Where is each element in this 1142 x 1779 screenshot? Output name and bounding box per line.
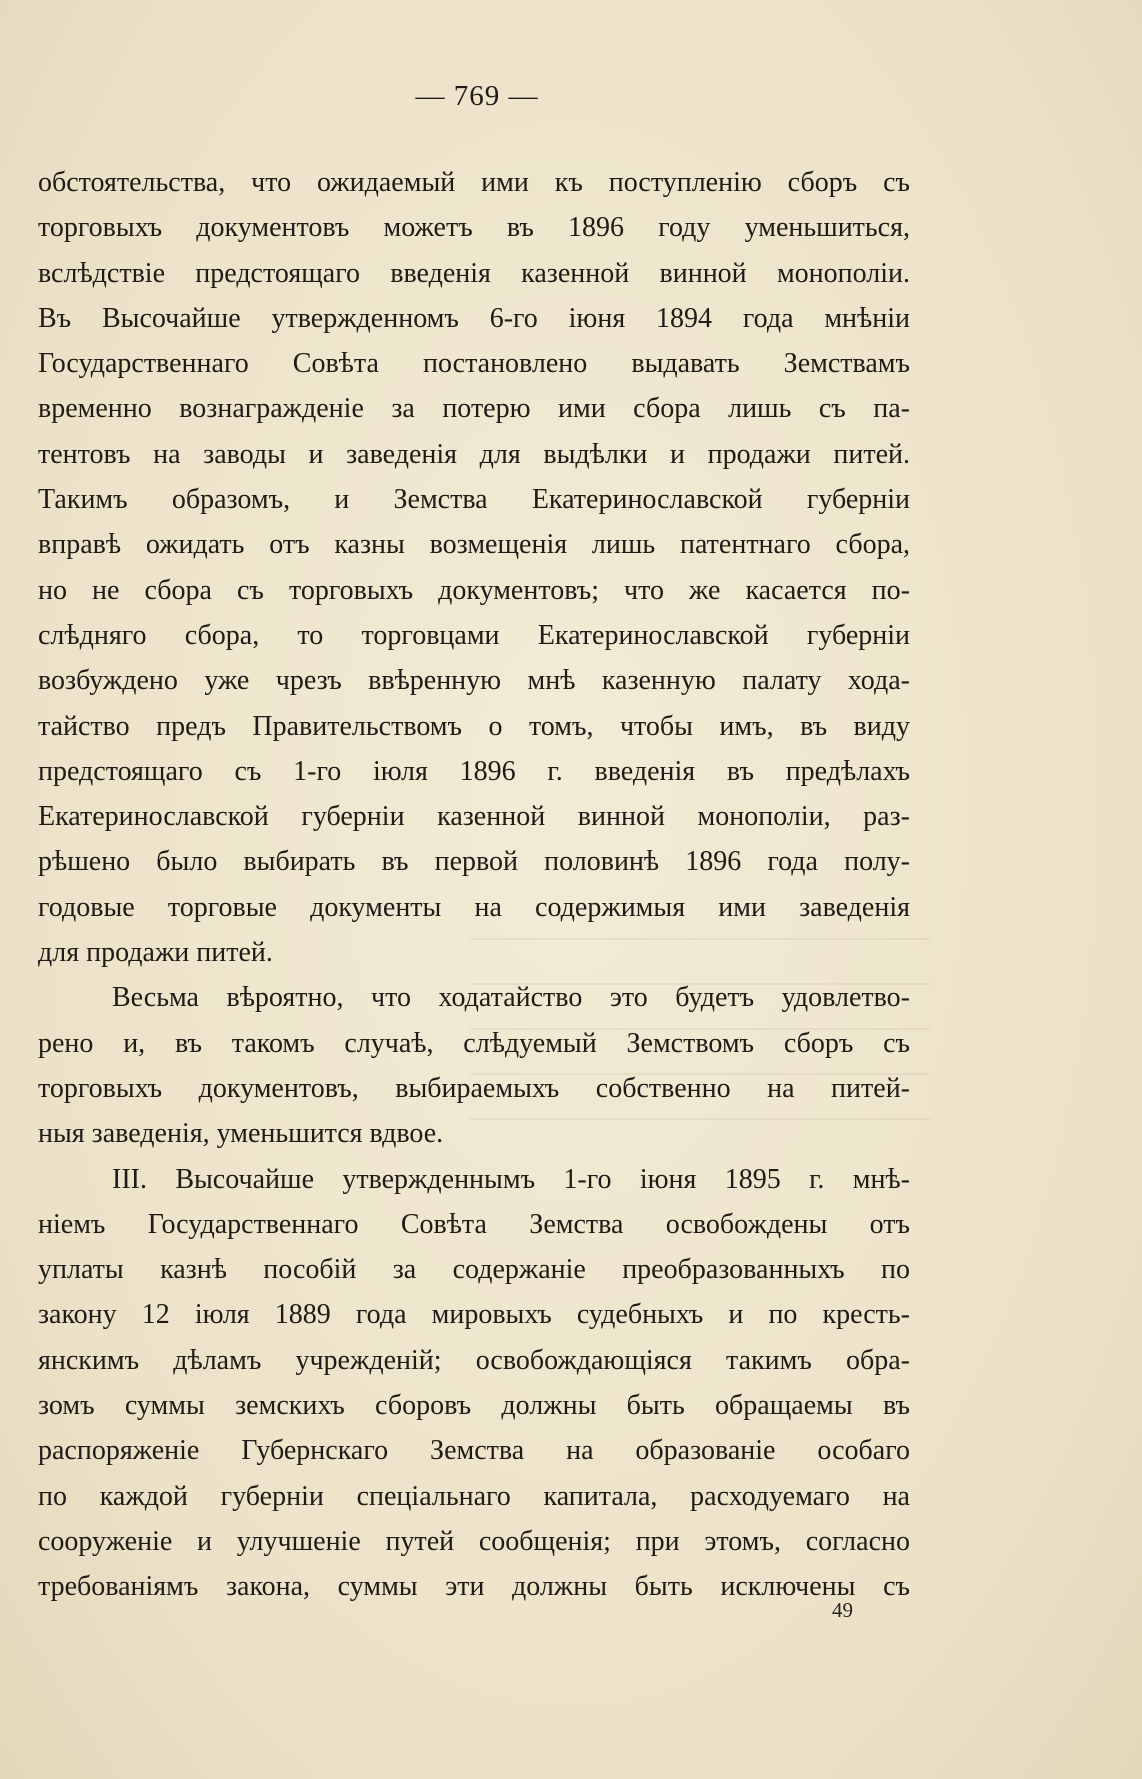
text-line: Такимъ образомъ, и Земства Екатеринославской губерніи xyxy=(38,484,910,516)
text-line: ніемъ Государственнаго Совѣта Земства освобождены отъ xyxy=(38,1208,910,1240)
text-line: годовые торговые документы на содержимыя ими заведенія xyxy=(38,891,910,923)
text-line: торговыхъ документовъ, выбираемыхъ собственно на питей- xyxy=(38,1072,910,1104)
text-line: временно вознагражденіе за потерю ими сбора лишь съ па- xyxy=(38,393,910,425)
text-line: слѣдняго сбора, то торговцами Екатеринославской губерніи xyxy=(38,619,910,651)
text-line: рено и, въ такомъ случаѣ, слѣдуемый Земствомъ сборъ съ xyxy=(38,1027,910,1059)
text-line: тентовъ на заводы и заведенія для выдѣлки и продажи питей. xyxy=(38,438,910,470)
signature-mark: 49 xyxy=(832,1598,853,1622)
text-line: Государственнаго Совѣта постановлено выдавать Земствамъ xyxy=(38,348,910,380)
text-line: ныя заведенія, уменьшится вдвое. xyxy=(38,1118,444,1150)
text-line: уплаты казнѣ пособій за содержаніе преобразованныхъ по xyxy=(38,1254,910,1286)
text-line: Екатеринославской губерніи казенной винной монополіи, раз- xyxy=(38,801,910,833)
text-line: предстоящаго съ 1-го іюля 1896 г. введенія въ предѣлахъ xyxy=(38,755,910,787)
text-line: янскимъ дѣламъ учрежденій; освобождающіяся такимъ обра- xyxy=(38,1344,910,1376)
text-line: но не сбора съ торговыхъ документовъ; что же касается по- xyxy=(38,574,910,606)
text-line: вслѣдствіе предстоящаго введенія казенной винной монополіи. xyxy=(38,257,910,289)
page-number: — 769 — xyxy=(415,80,539,112)
text-line: обстоятельства, что ожидаемый ими къ поступленію сборъ съ xyxy=(38,167,910,198)
text-line: III. Высочайше утвержденнымъ 1-го іюня 1895 г. мнѣ- xyxy=(112,1163,910,1195)
text-line: сооруженіе и улучшеніе путей сообщенія; при этомъ, согласно xyxy=(38,1525,910,1557)
text-line: Весьма вѣроятно, что ходатайство это будетъ удовлетво- xyxy=(112,982,910,1014)
text-line: закону 12 іюля 1889 года мировыхъ судебныхъ и по кресть- xyxy=(38,1299,910,1331)
text-line: тайство предъ Правительствомъ о томъ, чтобы имъ, въ виду xyxy=(38,710,910,742)
text-line: торговыхъ документовъ можетъ въ 1896 году уменьшиться, xyxy=(38,212,910,244)
text-line: возбуждено уже чрезъ ввѣренную мнѣ казенную палату хода- xyxy=(38,665,910,697)
text-line: распоряженіе Губернскаго Земства на образованіе особаго xyxy=(38,1435,910,1467)
text-line: для продажи питей. xyxy=(38,937,273,969)
text-line: требованіямъ закона, суммы эти должны быть исключены съ xyxy=(38,1571,910,1603)
text-line: по каждой губерніи спеціальнаго капитала, расходуемаго на xyxy=(38,1480,910,1512)
text-line: зомъ суммы земскихъ сборовъ должны быть обращаемы въ xyxy=(38,1390,910,1422)
text-line: Въ Высочайше утвержденномъ 6-го іюня 1894 года мнѣніи xyxy=(38,302,910,334)
text-line: рѣшено было выбирать въ первой половинѣ 1896 года полу- xyxy=(38,846,910,878)
text-line: вправѣ ожидать отъ казны возмещенія лишь патентнаго сбора, xyxy=(38,529,910,561)
body-text xyxy=(38,160,910,1610)
